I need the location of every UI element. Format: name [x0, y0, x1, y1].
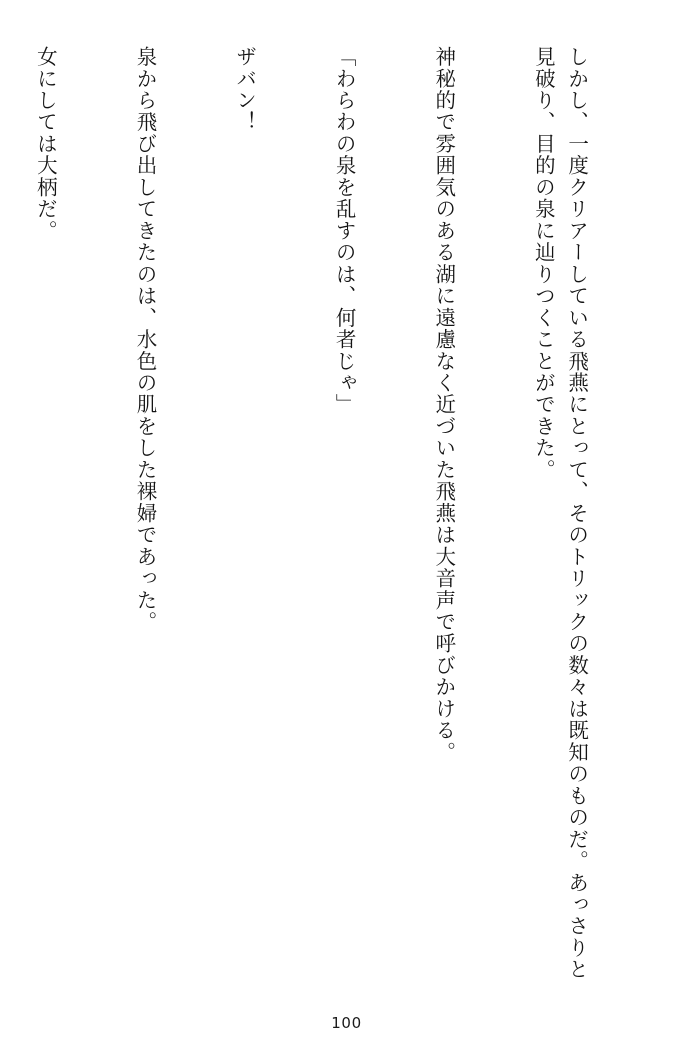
- page-number: 100: [331, 1014, 362, 1032]
- paragraph-2: 神秘的で雰囲気のある湖に遠慮なく近づいた飛燕は大音声で呼びかける。: [431, 46, 456, 764]
- paragraph-1: しかし、一度クリアーしている飛燕にとって、そのトリックの数々は既知のものだ。あっさりと見破り、目的の泉に辿りつくことができた。: [531, 46, 589, 981]
- paragraph-6: 女にしては大柄だ。: [33, 46, 58, 242]
- paragraph-5: 泉から飛び出してきたのは、水色の肌をした裸婦であった。: [132, 46, 157, 633]
- vertical-text-body: [34, 46, 659, 996]
- paragraph-4: ザバン！: [232, 46, 257, 133]
- paragraph-3: 「わらわの泉を乱すのは、何者じゃ」: [332, 46, 357, 416]
